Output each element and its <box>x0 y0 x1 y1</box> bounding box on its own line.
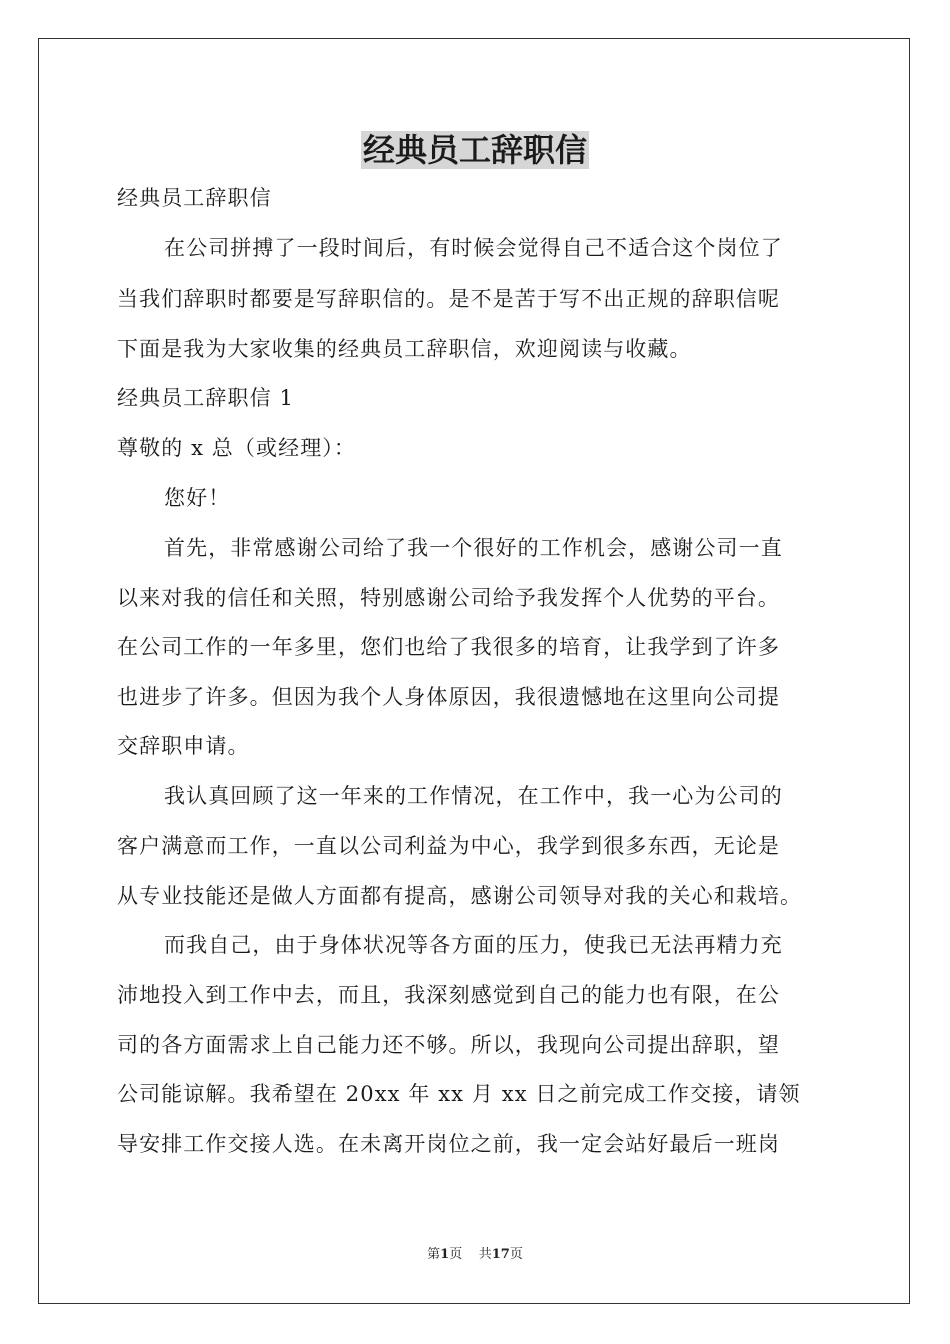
body-line: 尊敬的 x 总（或经理）： <box>117 436 356 460</box>
document-title <box>0 128 950 172</box>
body-line: 当我们辞职时都要是写辞职信的。是不是苦于写不出正规的辞职信呢 <box>117 287 780 311</box>
page-footer <box>0 1246 950 1264</box>
page-number: 1 <box>440 1247 450 1262</box>
body-line: 而我自己，由于身体状况等各方面的压力，使我已无法再精力充 <box>164 933 783 957</box>
body-line: 导安排工作交接人选。在未离开岗位之前，我一定会站好最后一班岗 <box>117 1132 780 1156</box>
total-pages: 17 <box>491 1247 510 1262</box>
body-line: 在公司拼搏了一段时间后，有时候会觉得自己不适合这个岗位了 <box>164 236 783 260</box>
page-number-indicator <box>427 1247 462 1262</box>
body-line: 以来对我的信任和关照，特别感谢公司给予我发挥个人优势的平台。 <box>117 586 780 610</box>
body-line: 下面是我为大家收集的经典员工辞职信，欢迎阅读与收藏。 <box>117 337 692 361</box>
total-prefix: 共 <box>478 1247 492 1262</box>
page-border <box>38 38 910 1304</box>
body-line: 交辞职申请。 <box>117 734 250 758</box>
body-line: 在公司工作的一年多里，您们也给了我很多的培育，让我学到了许多 <box>117 635 780 659</box>
body-line: 经典员工辞职信 1 <box>117 386 294 410</box>
body-line: 您好！ <box>164 486 231 510</box>
page-prefix: 第 <box>427 1247 441 1262</box>
body-line: 也进步了许多。但因为我个人身体原因，我很遗憾地在这里向公司提 <box>117 685 780 709</box>
body-line: 司的各方面需求上自己能力还不够。所以，我现向公司提出辞职，望 <box>117 1033 780 1057</box>
body-line: 公司能谅解。我希望在 20xx 年 xx 月 xx 日之前完成工作交接，请领 <box>117 1082 801 1106</box>
body-line: 客户满意而工作，一直以公司利益为中心，我学到很多东西，无论是 <box>117 834 780 858</box>
body-line: 沛地投入到工作中去，而且，我深刻感觉到自己的能力也有限，在公 <box>117 983 780 1007</box>
body-line: 经典员工辞职信 <box>117 186 272 210</box>
document-title-text: 经典员工辞职信 <box>362 131 587 169</box>
body-line: 从专业技能还是做人方面都有提高，感谢公司领导对我的关心和栽培。 <box>117 884 803 908</box>
total-pages-indicator <box>479 1247 523 1262</box>
body-line: 我认真回顾了这一年来的工作情况，在工作中，我一心为公司的 <box>164 784 783 808</box>
body-line: 首先，非常感谢公司给了我一个很好的工作机会，感谢公司一直 <box>164 536 783 560</box>
total-suffix: 页 <box>509 1247 523 1262</box>
page-suffix: 页 <box>449 1247 463 1262</box>
